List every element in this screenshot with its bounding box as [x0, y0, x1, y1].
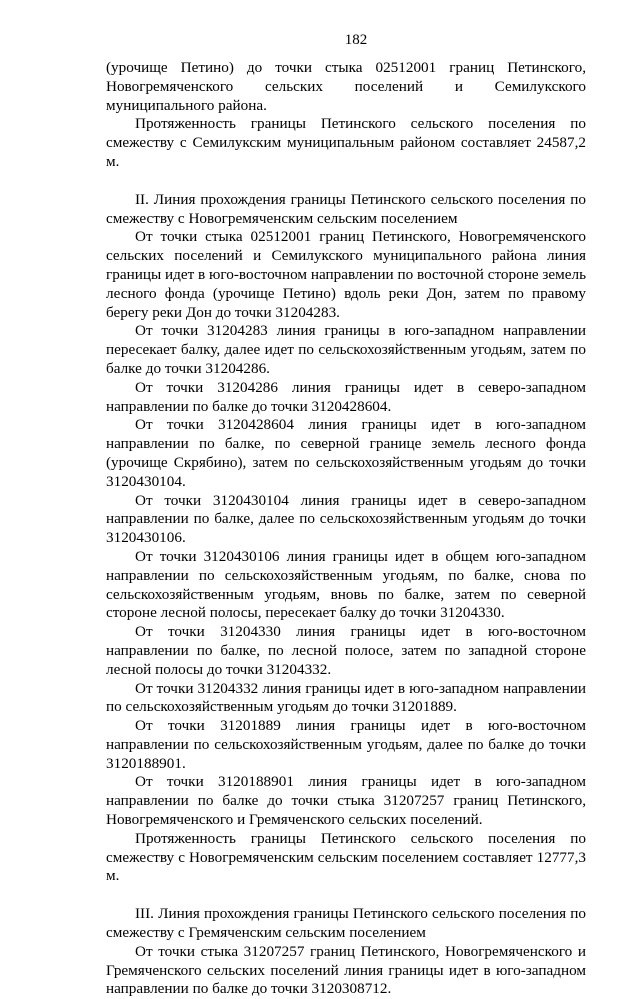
page-number: 182	[344, 32, 368, 48]
paragraph-length-novogremyachenskoe: Протяженность границы Петинского сельского поселения по смежеству с Новогремяченским сельским поселением составляет 12777,3 м.	[106, 829, 586, 885]
paragraph: От точки 31204332 линия границы идет в юго-западном направлении по сельскохозяйственным угодьям до точки 31201889.	[106, 679, 586, 716]
section-heading-3: III. Линия прохождения границы Петинского сельского поселения по смежеству с Гремяченским сельским поселением	[106, 905, 586, 942]
paragraph: От точки 31201889 линия границы идет в юго-восточном направлении по сельскохозяйственным угодьям, далее по балке до точки 3120188901.	[106, 717, 586, 772]
paragraph: От точки стыка 31207257 границ Петинского, Новогремяченского и Гремяченского сельских поселений линия границы идет в юго-западном направлении по балке до точки 3120308712.	[106, 942, 586, 998]
paragraph: От точки 31204286 линия границы идет в северо-западном направлении по балке до точки 3120428604.	[106, 378, 586, 415]
section-gap	[106, 886, 586, 905]
paragraph: От точки 3120188901 линия границы идет в юго-западном направлении по балке до точки стыка 31207257 границ Петинского, Новогремяченского и Гремяченского сельских поселений.	[106, 773, 586, 829]
paragraph: От точки 3120430106 линия границы идет в общем юго-западном направлении по сельскохозяйственным угодьям, по балке, снова по сельскохозяйственным угодьям, вновь по балке, затем по северной стороне лесной полосы, пересекает балку до точки 31204330.	[106, 547, 586, 622]
paragraph: От точки стыка 02512001 границ Петинского, Новогремяченского сельских поселений и Семилукского муниципального района линия границы идет в юго-восточном направлении по восточной стороне земель лесного фонда (урочище Петино) вдоль реки Дон, затем по правому берегу реки Дон до точки 31204283.	[106, 228, 586, 321]
paragraph: От точки 31204330 линия границы идет в юго-восточном направлении по балке, по лесной полосе, затем по западной стороне лесной полосы до точки 31204332.	[106, 623, 586, 678]
paragraph: От точки 3120430104 линия границы идет в северо-западном направлении по балке, далее по сельскохозяйственным угодьям до точки 3120430106.	[106, 491, 586, 547]
section-gap	[106, 172, 586, 191]
paragraph-length-semiluki: Протяженность границы Петинского сельского поселения по смежеству с Семилукским муниципальным районом составляет 24587,2 м.	[106, 115, 586, 170]
section-heading-2: II. Линия прохождения границы Петинского сельского поселения по смежеству с Новогремяченским сельским поселением	[106, 190, 586, 227]
paragraph: От точки 31204283 линия границы в юго-западном направлении пересекает балку, далее идет по сельскохозяйственным угодьям, затем по балке до точки 31204286.	[106, 322, 586, 377]
paragraph: От точки 3120428604 линия границы идет в юго-западном направлении по балке, по северной границе земель лесного фонда (урочище Скрябино), затем по сельскохозяйственным угодьям до точки 3120430104.	[106, 416, 586, 490]
paragraph-continuation: (урочище Петино) до точки стыка 02512001 границ Петинского, Новогремяченского сельских поселений и Семилукского муниципального района.	[106, 59, 586, 114]
